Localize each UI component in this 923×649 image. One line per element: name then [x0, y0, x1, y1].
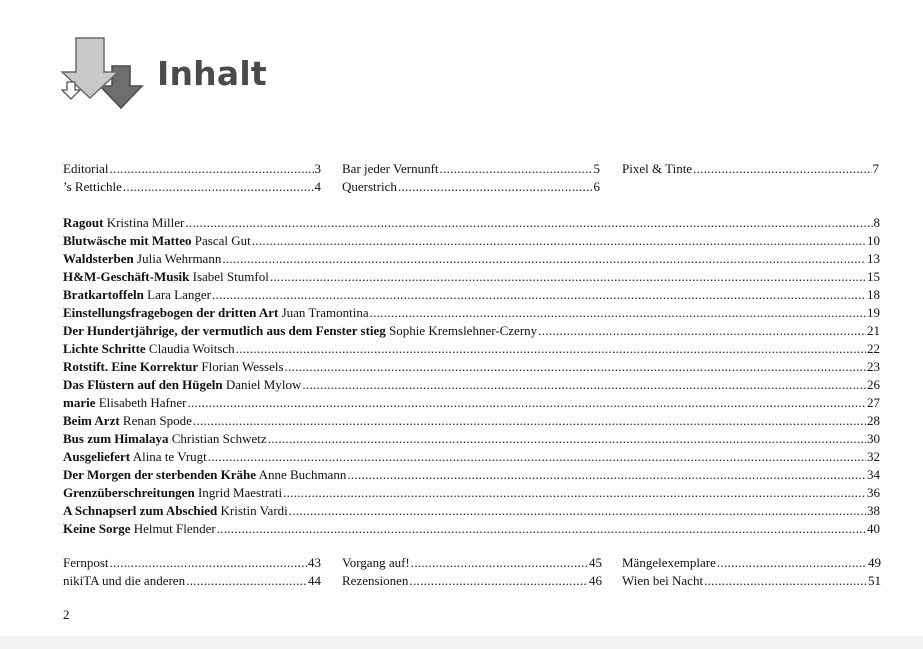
toc-entry-label [63, 466, 346, 484]
toc-entry-title: Beim Arzt [63, 413, 120, 428]
toc-entry-page: 7 [872, 161, 879, 176]
toc-entry-label [63, 214, 184, 232]
toc-entry-label [63, 448, 207, 466]
dot-leader [289, 502, 866, 520]
toc-entry-author: Pascal Gut [194, 233, 251, 248]
dot-leader [283, 484, 866, 502]
toc-entry-title: Das Flüstern auf den Hügeln [63, 377, 223, 392]
toc-entry [63, 448, 880, 466]
toc-entry [63, 484, 880, 502]
toc-entry-page: 5 [593, 161, 600, 176]
toc-entry-page: 38 [867, 503, 880, 518]
toc-entry-label [63, 394, 186, 412]
toc-entry-label [63, 340, 235, 358]
toc-entry-page: 6 [593, 179, 600, 194]
toc-entry-label [63, 412, 192, 430]
toc-entry-author: Lara Langer [147, 287, 211, 302]
toc-entry [63, 554, 321, 572]
toc-entry [63, 214, 880, 232]
toc-entry-label [63, 304, 369, 322]
dot-leader [185, 214, 872, 232]
toc-entry-title: A Schnapserl zum Abschied [63, 503, 218, 518]
toc-entry-title: H&M-Geschäft-Musik [63, 269, 190, 284]
toc-entry [63, 178, 321, 196]
toc-entry [63, 322, 880, 340]
dot-leader [252, 232, 866, 250]
toc-entry [63, 232, 880, 250]
toc-entry-page: 27 [867, 395, 880, 410]
dot-leader [110, 160, 314, 178]
dot-leader [217, 520, 866, 538]
toc-entry-page: 44 [308, 573, 321, 588]
toc-top-col-2 [342, 160, 600, 196]
toc-bottom-col-3 [622, 554, 881, 590]
toc-entry-title: Ragout [63, 215, 104, 230]
toc-entry-page: 49 [868, 555, 881, 570]
dot-leader [270, 268, 866, 286]
toc-entry [63, 430, 880, 448]
toc-entry-title: Der Morgen der sterbenden Krähe [63, 467, 257, 482]
toc-entry [342, 160, 600, 178]
toc-entry-author: Florian Wessels [201, 359, 284, 374]
toc-entry-title: Rotstift. Eine Korrektur [63, 359, 199, 374]
dot-leader [440, 160, 593, 178]
toc-entry [63, 466, 880, 484]
dot-leader [693, 160, 871, 178]
toc-entry [63, 502, 880, 520]
toc-entry-author: Ingrid Maestrati [197, 485, 283, 500]
toc-entry [63, 376, 880, 394]
toc-entry [63, 304, 880, 322]
dot-leader [222, 250, 866, 268]
toc-entry-page: 19 [867, 305, 880, 320]
page-title: Inhalt [157, 54, 267, 93]
toc-entry-author: Daniel Mylow [225, 377, 302, 392]
toc-entry-page: 40 [867, 521, 880, 536]
dot-leader [347, 466, 866, 484]
toc-entry-author: Elisabeth Hafner [98, 395, 187, 410]
toc-entry-page: 21 [867, 323, 880, 338]
toc-entry-page: 13 [867, 251, 880, 266]
toc-entry-label: Pixel & Tinte [622, 161, 693, 176]
toc-entry-title: Bratkartoffeln [63, 287, 144, 302]
toc-entry-title: Einstellungsfragebogen der dritten Art [63, 305, 279, 320]
dot-leader [268, 430, 866, 448]
toc-entry-author: Alina te Vrugt [132, 449, 207, 464]
toc-entry-label: Wien bei Nacht [622, 573, 704, 588]
toc-entry [342, 178, 600, 196]
toc-entry-page: 30 [867, 431, 880, 446]
toc-entry-page: 28 [867, 413, 880, 428]
toc-entry-label [63, 286, 211, 304]
toc-entry [63, 358, 880, 376]
toc-bottom-col-2 [342, 554, 602, 590]
toc-entry-author: Isabel Stumfol [192, 269, 269, 284]
toc-entry-page: 32 [867, 449, 880, 464]
toc-entry-author: Sophie Kremslehner-Czerny [389, 323, 538, 338]
toc-entry-author: Christian Schwetz [171, 431, 267, 446]
dot-leader [538, 322, 866, 340]
toc-entry-label [63, 268, 269, 286]
toc-entry-label [63, 502, 288, 520]
toc-entry-label [63, 358, 284, 376]
toc-entry-title: Lichte Schritte [63, 341, 146, 356]
toc-entry [622, 572, 881, 590]
dot-leader [370, 304, 866, 322]
toc-entry [63, 268, 880, 286]
toc-entry-title: Ausgeliefert [63, 449, 131, 464]
dot-leader [717, 554, 867, 572]
toc-entry-label [63, 484, 282, 502]
toc-entry [63, 340, 880, 358]
toc-entry-author: Claudia Woitsch [148, 341, 235, 356]
dot-leader [302, 376, 866, 394]
toc-entry-author: Kristin Vardi [220, 503, 288, 518]
dot-leader [186, 572, 307, 590]
toc-entry-author: Helmut Flender [133, 521, 216, 536]
toc-entry-label: Bar jeder Vernunft [342, 161, 439, 176]
toc-main-list [63, 214, 880, 538]
toc-entry [63, 286, 880, 304]
toc-entry-page: 43 [308, 555, 321, 570]
dot-leader [193, 412, 866, 430]
dot-leader [409, 572, 588, 590]
toc-entry-title: Der Hundertjährige, der vermutlich aus dem Fenster stieg [63, 323, 386, 338]
toc-entry-page: 45 [589, 555, 602, 570]
toc-entry [342, 554, 602, 572]
toc-entry-page: 26 [867, 377, 880, 392]
dot-leader [411, 554, 588, 572]
toc-entry-label: Fernpost [63, 555, 109, 570]
toc-entry [63, 160, 321, 178]
dot-leader [398, 178, 593, 196]
toc-entry-label: Querstrich [342, 179, 397, 194]
toc-entry-label: Mängelexemplare [622, 555, 716, 570]
toc-entry-page: 18 [867, 287, 880, 302]
toc-entry-page: 10 [867, 233, 880, 248]
dot-leader [110, 554, 308, 572]
toc-entry-title: Bus zum Himalaya [63, 431, 169, 446]
toc-entry-page: 34 [867, 467, 880, 482]
dot-leader [285, 358, 866, 376]
toc-entry [622, 160, 879, 178]
toc-entry-label: Editorial [63, 161, 109, 176]
dot-leader [208, 448, 866, 466]
dot-leader [123, 178, 314, 196]
dot-leader [236, 340, 866, 358]
toc-entry-page: 3 [314, 161, 321, 176]
toc-entry [63, 412, 880, 430]
double-arrow-down-icon [60, 36, 144, 110]
page-number: 2 [63, 607, 70, 622]
dot-leader [212, 286, 866, 304]
toc-entry-page: 23 [867, 359, 880, 374]
toc-entry-author: Renan Spode [122, 413, 192, 428]
toc-entry-title: Grenzüberschreitungen [63, 485, 195, 500]
toc-entry-label [63, 376, 301, 394]
toc-entry-page: 4 [314, 179, 321, 194]
toc-entry-title: Blutwäsche mit Matteo [63, 233, 192, 248]
toc-entry-title: Waldsterben [63, 251, 134, 266]
toc-entry-page: 51 [868, 573, 881, 588]
toc-entry-page: 8 [873, 215, 880, 230]
bottom-strip [0, 636, 923, 649]
toc-entry-label [63, 232, 251, 250]
toc-entry-page: 36 [867, 485, 880, 500]
toc-entry-label [63, 322, 537, 340]
toc-entry-label [63, 430, 267, 448]
toc-entry-label: nikiTA und die anderen [63, 573, 186, 588]
toc-entry [63, 520, 880, 538]
toc-entry-author: Juan Tramontina [281, 305, 369, 320]
toc-entry [63, 572, 321, 590]
toc-entry-label: Rezensionen [342, 573, 409, 588]
toc-entry-title: marie [63, 395, 96, 410]
toc-entry [63, 250, 880, 268]
toc-entry-label: ’s Rettichle [63, 179, 122, 194]
toc-entry-label [63, 250, 221, 268]
toc-top-col-1 [63, 160, 321, 196]
toc-entry-page: 46 [589, 573, 602, 588]
toc-entry-label [63, 520, 216, 538]
dot-leader [187, 394, 866, 412]
toc-entry-page: 15 [867, 269, 880, 284]
toc-entry-author: Anne Buchmann [258, 467, 347, 482]
toc-entry-label: Vorgang auf! [342, 555, 410, 570]
toc-entry-page: 22 [867, 341, 880, 356]
toc-top-col-3 [622, 160, 879, 178]
toc-bottom-col-1 [63, 554, 321, 590]
toc-entry-title: Keine Sorge [63, 521, 131, 536]
toc-entry-author: Julia Wehrmann [137, 251, 222, 266]
dot-leader [704, 572, 867, 590]
toc-entry [342, 572, 602, 590]
toc-entry [622, 554, 881, 572]
toc-entry [63, 394, 880, 412]
toc-entry-author: Kristina Miller [106, 215, 185, 230]
